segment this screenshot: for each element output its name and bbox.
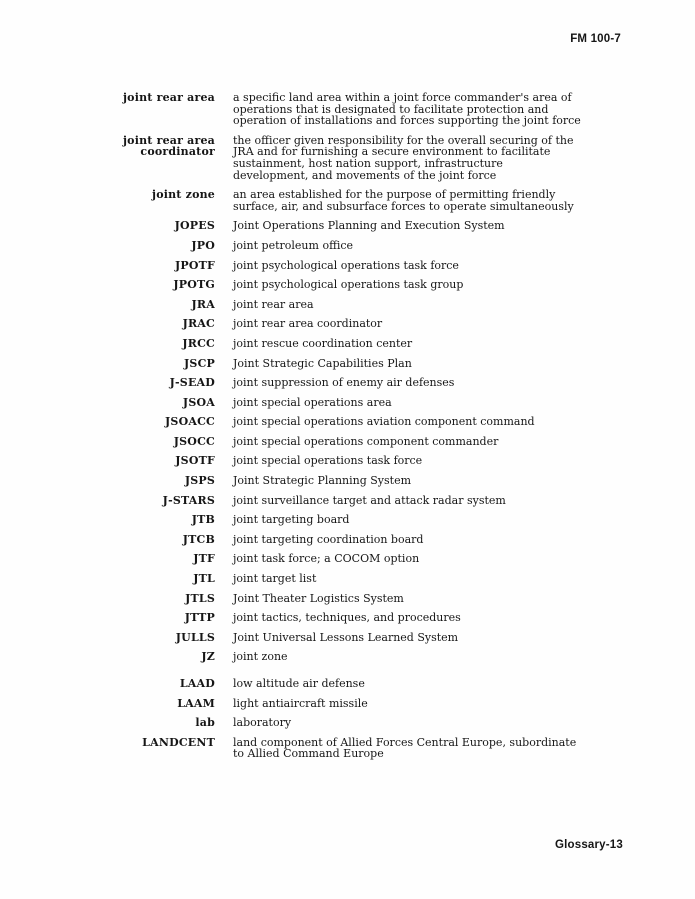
glossary-term: LAAM [177,696,215,710]
glossary-definition: Joint Universal Lessons Learned System [233,630,459,644]
glossary-definition: Joint Theater Logistics System [233,591,404,605]
glossary-definition: the officer given responsibility for the overall securing of the JRA and for furnishing a secure environment to facilitate sustainment, host nation support, infrastructure development, and movements of the joint force [233,133,574,182]
glossary-definition: a specific land area within a joint force commander's area of operations that is designated to facilitate protection and operation of installations and forces supporting the joint force [233,91,581,128]
glossary-entry [85,220,581,232]
glossary-entry [85,358,581,370]
glossary-term: JTB [191,513,215,527]
glossary-entry [85,573,581,585]
glossary-entry [85,189,581,212]
glossary-entry [85,416,581,428]
glossary-term: JTCB [182,532,215,546]
glossary-term: JTLS [185,591,215,605]
glossary-definition: Joint Strategic Planning System [233,474,412,488]
glossary-entry [85,436,581,448]
glossary-entry [85,553,581,565]
page-number: Glossary-13 [554,839,623,851]
glossary-definition: joint rescue coordination center [233,336,413,350]
glossary-entry [85,92,581,127]
glossary-term: JSOA [182,395,215,409]
glossary-entry [85,397,581,409]
glossary-term: JSPS [184,474,215,488]
glossary-entry [85,717,581,729]
glossary-definition: joint surveillance target and attack radar system [233,493,506,507]
glossary-term: JPO [191,238,215,252]
glossary-entry [85,698,581,710]
glossary-definition: joint psychological operations task force [233,258,459,272]
glossary-entry [85,279,581,291]
glossary-definition: laboratory [233,716,292,730]
glossary-definition: joint psychological operations task group [233,278,464,292]
glossary-term: J-SEAD [169,376,215,390]
glossary-entry [85,135,581,181]
glossary-list [85,92,581,768]
glossary-term: LANDCENT [142,735,215,749]
glossary-entry [85,455,581,467]
glossary-definition: joint special operations aviation component command [233,415,535,429]
glossary-definition: light antiaircraft missile [233,696,368,710]
page-header [570,33,621,45]
glossary-definition: joint targeting board [233,513,350,527]
glossary-entry [85,678,581,690]
glossary-term: JULLS [175,630,215,644]
glossary-definition: joint rear area coordinator [233,317,383,331]
glossary-term: lab [195,716,215,730]
glossary-definition: Joint Strategic Capabilities Plan [233,356,412,370]
glossary-definition: joint petroleum office [233,238,354,252]
glossary-definition: joint special operations area [233,395,392,409]
glossary-definition: joint targeting coordination board [233,532,424,546]
glossary-definition: joint target list [233,572,317,586]
glossary-term: JSOTF [175,454,215,468]
glossary-definition: joint special operations task force [233,454,423,468]
glossary-entry [85,612,581,624]
glossary-entry [85,377,581,389]
glossary-term: JTL [193,572,215,586]
glossary-entry [85,299,581,311]
glossary-entry [85,651,581,663]
glossary-term: LAAD [179,677,215,690]
glossary-entry [85,240,581,252]
glossary-term: JSOACC [165,415,215,429]
glossary-term: JSCP [184,356,215,370]
glossary-term: JRCC [182,336,215,350]
glossary-term: JPOTG [173,278,215,292]
glossary-entry [85,593,581,605]
glossary-definition: joint special operations component commander [233,434,499,448]
glossary-definition: joint rear area [233,297,314,311]
glossary-definition: land component of Allied Forces Central Europe, subordinate to Allied Command Europe [233,735,577,761]
glossary-term: joint rear area coordinator [123,133,215,159]
page-footer [555,839,623,851]
glossary-entry [85,260,581,272]
glossary-definition: joint tactics, techniques, and procedures [233,611,461,625]
glossary-definition: an area established for the purpose of permitting friendly surface, air, and subsurface forces to operate simultaneously [233,188,574,213]
glossary-definition: low altitude air defense [233,677,365,690]
glossary-definition: joint suppression of enemy air defenses [233,376,455,390]
glossary-term: JTTP [184,611,215,625]
glossary-definition: joint task force; a COCOM option [233,552,420,566]
glossary-entry [85,737,581,760]
glossary-entry [85,318,581,330]
glossary-entry [85,475,581,487]
glossary-entry [85,338,581,350]
doc-number: FM 100-7 [570,33,621,45]
glossary-entry [85,495,581,507]
glossary-term: JZ [201,650,215,664]
glossary-term: J-STARS [162,493,215,507]
glossary-term: JTF [193,552,215,566]
glossary-term: JRA [191,297,215,311]
glossary-entry [85,632,581,644]
glossary-term: joint rear area [123,91,215,104]
glossary-entry [85,534,581,546]
glossary-term: JOPES [174,219,215,233]
glossary-term: JRAC [182,317,215,331]
glossary-entry [85,514,581,526]
glossary-term: JPOTF [174,258,215,272]
glossary-definition: joint zone [233,650,288,664]
glossary-definition: Joint Operations Planning and Execution System [233,219,505,233]
glossary-term: JSOCC [173,434,215,448]
glossary-term: joint zone [152,188,215,202]
